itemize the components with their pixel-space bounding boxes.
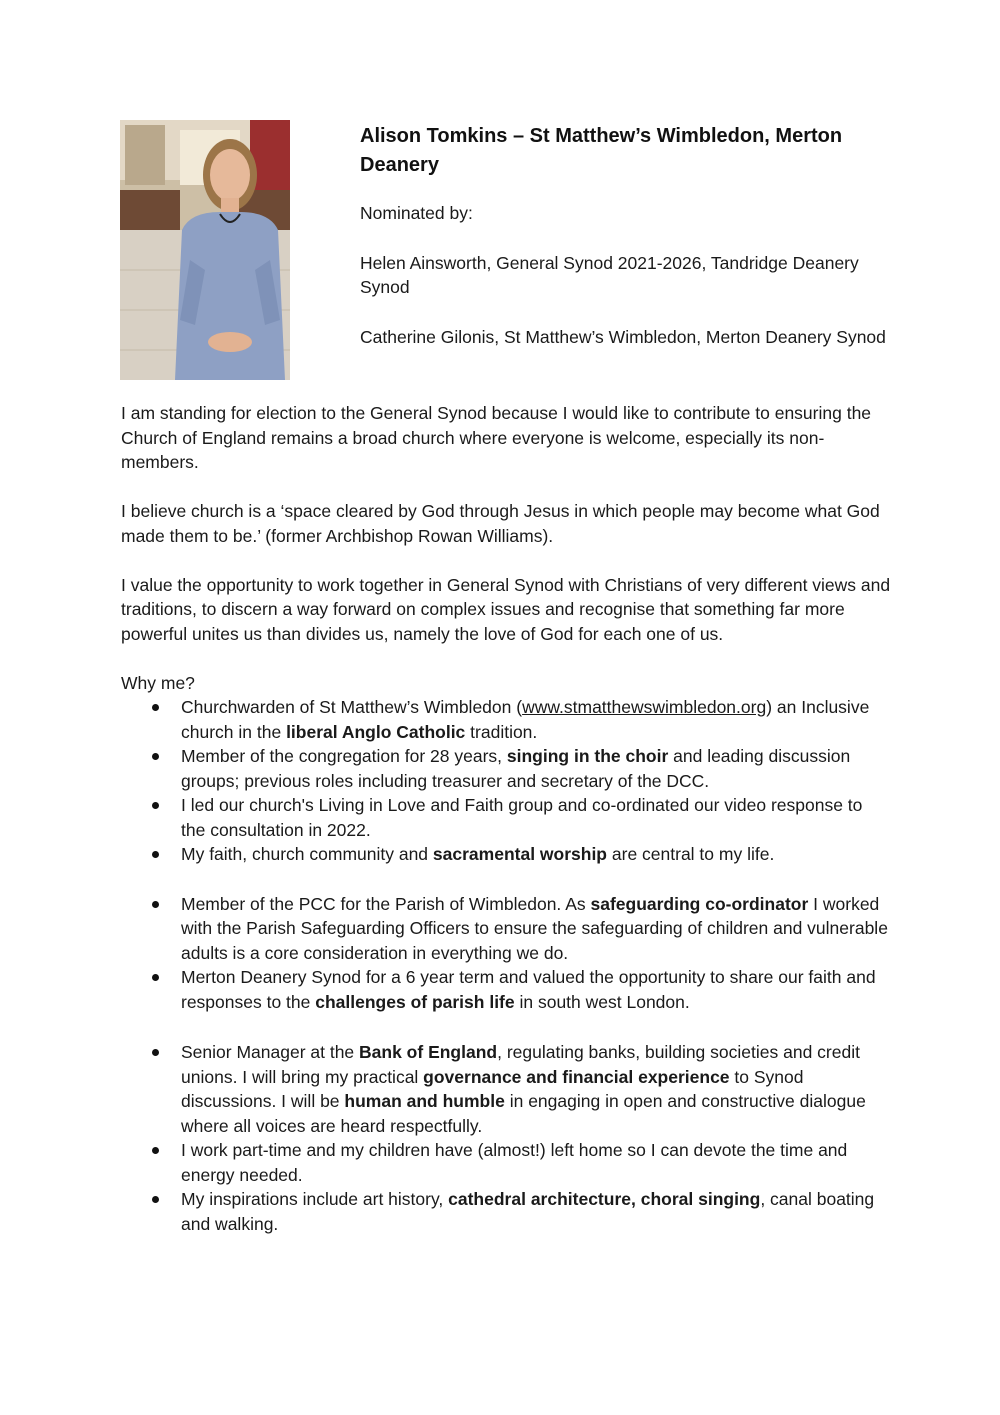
list-item: Member of the PCC for the Parish of Wimbledon. As safeguarding co-ordinator I worked with the Parish Safeguarding Officers to ensure the safeguarding of children and vulnerable adults is a core consideration in everything we do. [121, 892, 891, 966]
list-item: I work part-time and my children have (almost!) left home so I can devote the time and energy needed. [121, 1138, 891, 1187]
why-me-heading: Why me? [121, 672, 195, 693]
statement-paragraph-1: I am standing for election to the General Synod because I would like to contribute to ensuring the Church of England remains a broad church where everyone is welcome, especially its non-members. [121, 403, 872, 472]
qualifications-list [121, 1040, 891, 1236]
bullet-icon [152, 802, 159, 809]
list-item: Senior Manager at the Bank of England, regulating banks, building societies and credit unions. I will bring my practical governance and financial experience to Synod discussions. I will be human and humble in engaging in open and constructive dialogue where all voices are heard respectfully. [121, 1040, 891, 1138]
statement-paragraph-3: I value the opportunity to work together in General Synod with Christians of very different views and traditions, to discern a way forward on complex issues and recognise that something far more powerful unites us than divides us, namely the love of God for each one of us. [121, 574, 891, 644]
candidate-photo [120, 120, 290, 380]
qualifications-list [121, 892, 891, 1015]
statement-paragraph-2: I believe church is a ‘space cleared by God through Jesus in which people may become what God made them to be.’ (former Archbishop Rowan Williams). [121, 501, 880, 546]
bullet-icon [152, 1196, 159, 1203]
candidate-portrait-image [120, 120, 290, 380]
candidate-title: Alison Tomkins – St Matthew’s Wimbledon, Merton Deanery [360, 125, 843, 176]
church-website-link[interactable]: www.stmatthewswimbledon.org [522, 697, 767, 717]
list-item: Member of the congregation for 28 years, singing in the choir and leading discussion groups; previous roles including treasurer and secretary of the DCC. [121, 744, 891, 793]
bullet-icon [152, 1049, 159, 1056]
nominator-1: Helen Ainsworth, General Synod 2021-2026, Tandridge Deanery Synod [360, 252, 859, 297]
list-item: My inspirations include art history, cathedral architecture, choral singing, canal boating and walking. [121, 1187, 891, 1236]
qualifications-list [121, 695, 891, 867]
statement-body [121, 401, 891, 1236]
bullet-icon [152, 974, 159, 981]
list-item: Merton Deanery Synod for a 6 year term and valued the opportunity to share our faith and responses to the challenges of parish life in south west London. [121, 965, 891, 1014]
bullet-icon [152, 1147, 159, 1154]
bullet-icon [152, 851, 159, 858]
list-item: Churchwarden of St Matthew’s Wimbledon (www.stmatthewswimbledon.org) an Inclusive church in the liberal Anglo Catholic tradition. [121, 695, 891, 744]
bullet-icon [152, 704, 159, 711]
bullet-icon [152, 753, 159, 760]
bullet-icon [152, 901, 159, 908]
list-item: My faith, church community and sacramental worship are central to my life. [121, 842, 891, 867]
nominated-by-label: Nominated by: [360, 203, 473, 223]
candidate-header [360, 122, 900, 374]
list-item: I led our church's Living in Love and Faith group and co-ordinated our video response to the consultation in 2022. [121, 793, 891, 842]
nominator-2: Catherine Gilonis, St Matthew’s Wimbledon, Merton Deanery Synod [360, 326, 886, 347]
